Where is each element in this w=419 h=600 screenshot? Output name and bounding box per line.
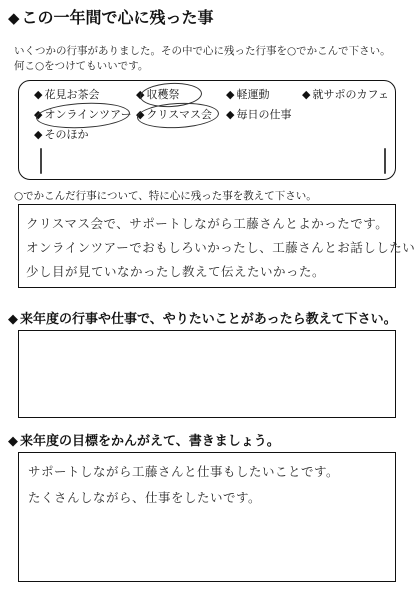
diamond-bullet-icon: ◆ [34, 88, 43, 101]
option-hanami[interactable]: ◆ 花見お茶会 [34, 88, 100, 101]
diamond-bullet-icon: ◆ [8, 434, 18, 449]
diamond-bullet-icon: ◆ [136, 108, 145, 121]
section1-instruction-line1: いくつかの行事がありました。その中で心に残った行事を○でかこんで下さい。 [14, 45, 391, 57]
other-right-bracket [384, 148, 386, 174]
diamond-bullet-icon: ◆ [302, 88, 311, 101]
section4-answer-line2: たくさんしながら、仕事をしたいです。 [28, 490, 262, 505]
option-christmas-party[interactable]: ◆ クリスマス会 [136, 108, 213, 121]
option-harvest-festival[interactable]: ◆ 収穫祭 [136, 88, 180, 101]
diamond-bullet-icon: ◆ [226, 88, 235, 101]
section1-title: ◆ この一年間で心に残った事 [8, 8, 214, 27]
diamond-bullet-icon: ◆ [34, 128, 43, 141]
diamond-bullet-icon: ◆ [8, 9, 20, 27]
section4-answer-line1: サポートしながら工藤さんと仕事もしたいことです。 [28, 464, 340, 479]
option-other[interactable]: ◆ そのほか [34, 128, 89, 141]
other-left-bracket [40, 148, 42, 174]
option-online-tour[interactable]: ◆ オンラインツアー [34, 108, 132, 121]
section3-title: ◆ 来年度の行事や仕事で、やりたいことがあったら教えて下さい。 [8, 312, 397, 327]
option-daily-work[interactable]: ◆ 毎日の仕事 [226, 108, 292, 121]
diamond-bullet-icon: ◆ [226, 108, 235, 121]
section3-answer-box[interactable] [18, 330, 396, 418]
diamond-bullet-icon: ◆ [8, 312, 18, 327]
section2-answer-line1: クリスマス会で、サポートしながら工藤さんとよかったです。 [26, 216, 389, 231]
section2-answer-line3: 少し目が見ていなかったし教えて伝えたいかった。 [26, 264, 326, 279]
section2-answer-line2: オンラインツアーでおもしろいかったし、工藤さんとお話ししたい [26, 240, 416, 255]
section2-title: ○でかこんだ行事について、特に心に残った事を教えて下さい。 [14, 190, 317, 202]
diamond-bullet-icon: ◆ [34, 108, 43, 121]
option-light-exercise[interactable]: ◆ 軽運動 [226, 88, 270, 101]
section4-title: ◆ 来年度の目標をかんがえて、書きましょう。 [8, 434, 280, 449]
option-cafe[interactable]: ◆ 就サポのカフェ [302, 88, 389, 101]
diamond-bullet-icon: ◆ [136, 88, 145, 101]
section1-instruction-line2: 何こ○をつけてもいいです。 [14, 60, 149, 72]
